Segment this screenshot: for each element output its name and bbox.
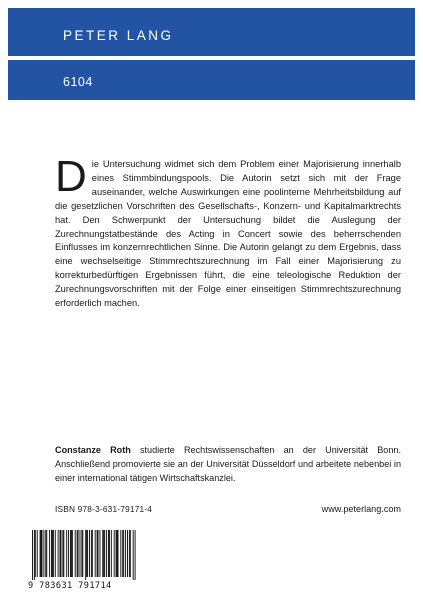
barcode-bar bbox=[40, 530, 41, 577]
barcode-bar bbox=[78, 530, 79, 577]
band-divider bbox=[8, 57, 415, 59]
author-name: Constanze Roth bbox=[55, 445, 131, 455]
barcode-bar bbox=[106, 530, 107, 577]
barcode-bar bbox=[86, 530, 87, 577]
barcode-bar bbox=[104, 530, 105, 577]
barcode-bar bbox=[87, 530, 88, 577]
barcode-bar bbox=[60, 530, 61, 577]
blurb-text: ie Untersuchung widmet sich dem Problem einer Majorisierung innerhalb eines Stimmbindungspools. Die Autorin setzt sich mit der Frage auseinander, welche Auswirkungen eine poolinterne Mehrheitsbildung auf die gesetzlichen Vorschriften des Gesellschafts-, Konzern- und Kapitalmarktrechts hat. Den Schwerpunkt der Untersuchung bildet die Auslegung der Zurechnungstatbestände des Acting in Concert sowie des beherrschenden Einflusses im konzernrechtlichen Sinne. Die Autorin gelangt zu dem Ergebnis, dass eine wechselseitige Stimmrechtszurechnung im Fall einer Majorisierung zu korrekturbedürftigen Ergebnissen führt, die eine teleologische Reduktion der Zurechnungsvorschriften mit der Folge einer einseitigen Stimmrechtszurechnung erforderlich machen. bbox=[55, 159, 401, 309]
barcode-bar bbox=[46, 530, 47, 577]
barcode-bar bbox=[32, 530, 33, 580]
author-bio bbox=[55, 444, 401, 485]
barcode-bar bbox=[130, 530, 131, 577]
barcode-bar bbox=[103, 530, 104, 577]
barcode-bar bbox=[81, 530, 82, 577]
barcode-bar bbox=[99, 530, 100, 577]
barcode-bar bbox=[114, 530, 115, 577]
barcode-bar bbox=[97, 530, 98, 577]
barcode-bar bbox=[123, 530, 124, 577]
barcode-bar bbox=[122, 530, 123, 577]
barcode-bar bbox=[68, 530, 69, 577]
barcode-bar bbox=[85, 530, 86, 580]
barcode-graphic bbox=[26, 528, 138, 590]
barcode-bar bbox=[89, 530, 90, 577]
barcode-bar bbox=[135, 530, 136, 580]
barcode-bar bbox=[37, 530, 38, 577]
barcode-bar bbox=[102, 530, 103, 577]
barcode-bar bbox=[92, 530, 93, 577]
series-band bbox=[8, 60, 415, 100]
barcode-bar bbox=[55, 530, 56, 577]
barcode-bar bbox=[120, 530, 121, 577]
barcode-bar bbox=[116, 530, 117, 577]
barcode-bar bbox=[63, 530, 64, 577]
barcode-bar bbox=[51, 530, 52, 577]
publisher-band bbox=[8, 8, 415, 56]
publisher-name: PETER LANG bbox=[63, 28, 174, 43]
barcode-bar bbox=[58, 530, 59, 577]
barcode-bar bbox=[82, 530, 83, 577]
barcode-bar bbox=[118, 530, 119, 577]
barcode-bar bbox=[108, 530, 109, 577]
barcode-bar bbox=[62, 530, 63, 577]
barcode-bar bbox=[45, 530, 46, 577]
barcode-bar bbox=[72, 530, 73, 577]
barcode-bar bbox=[111, 530, 112, 577]
barcode-bar bbox=[75, 530, 76, 577]
barcode-bar bbox=[52, 530, 53, 577]
barcode-bar bbox=[71, 530, 72, 577]
barcode-bar bbox=[80, 530, 81, 577]
barcode-bar bbox=[42, 530, 43, 577]
barcode-bar bbox=[34, 530, 35, 580]
series-number: 6104 bbox=[63, 75, 93, 89]
barcode-bar bbox=[109, 530, 110, 577]
barcode-bars bbox=[32, 530, 136, 580]
barcode bbox=[26, 528, 138, 590]
author-bio-text: studierte Rechtswissenschaften an der Universität Bonn. Anschließend promovierte sie an der Universität Düsseldorf und arbeitete nebenbei in einer international tätigen Wirtschaftskanzlei. bbox=[55, 445, 401, 483]
barcode-bar bbox=[35, 530, 36, 577]
barcode-bar bbox=[77, 530, 78, 577]
book-blurb bbox=[55, 152, 401, 311]
barcode-bar bbox=[41, 530, 42, 577]
publisher-website: www.peterlang.com bbox=[321, 504, 401, 514]
barcode-bar bbox=[53, 530, 54, 577]
barcode-bar bbox=[66, 530, 67, 577]
barcode-bar bbox=[70, 530, 71, 577]
barcode-digits: 9 783631 791714 bbox=[28, 581, 112, 590]
barcode-bar bbox=[133, 530, 134, 580]
barcode-bar bbox=[127, 530, 128, 577]
isbn-label: ISBN 978-3-631-79171-4 bbox=[55, 504, 153, 514]
barcode-bar bbox=[98, 530, 99, 577]
barcode-bar bbox=[91, 530, 92, 577]
barcode-bar bbox=[61, 530, 62, 577]
barcode-bar bbox=[43, 530, 44, 577]
barcode-bar bbox=[129, 530, 130, 577]
barcode-bar bbox=[49, 530, 50, 577]
blurb-dropcap: D bbox=[55, 152, 87, 201]
barcode-bar bbox=[117, 530, 118, 577]
barcode-bar bbox=[95, 530, 96, 577]
barcode-bar bbox=[125, 530, 126, 577]
